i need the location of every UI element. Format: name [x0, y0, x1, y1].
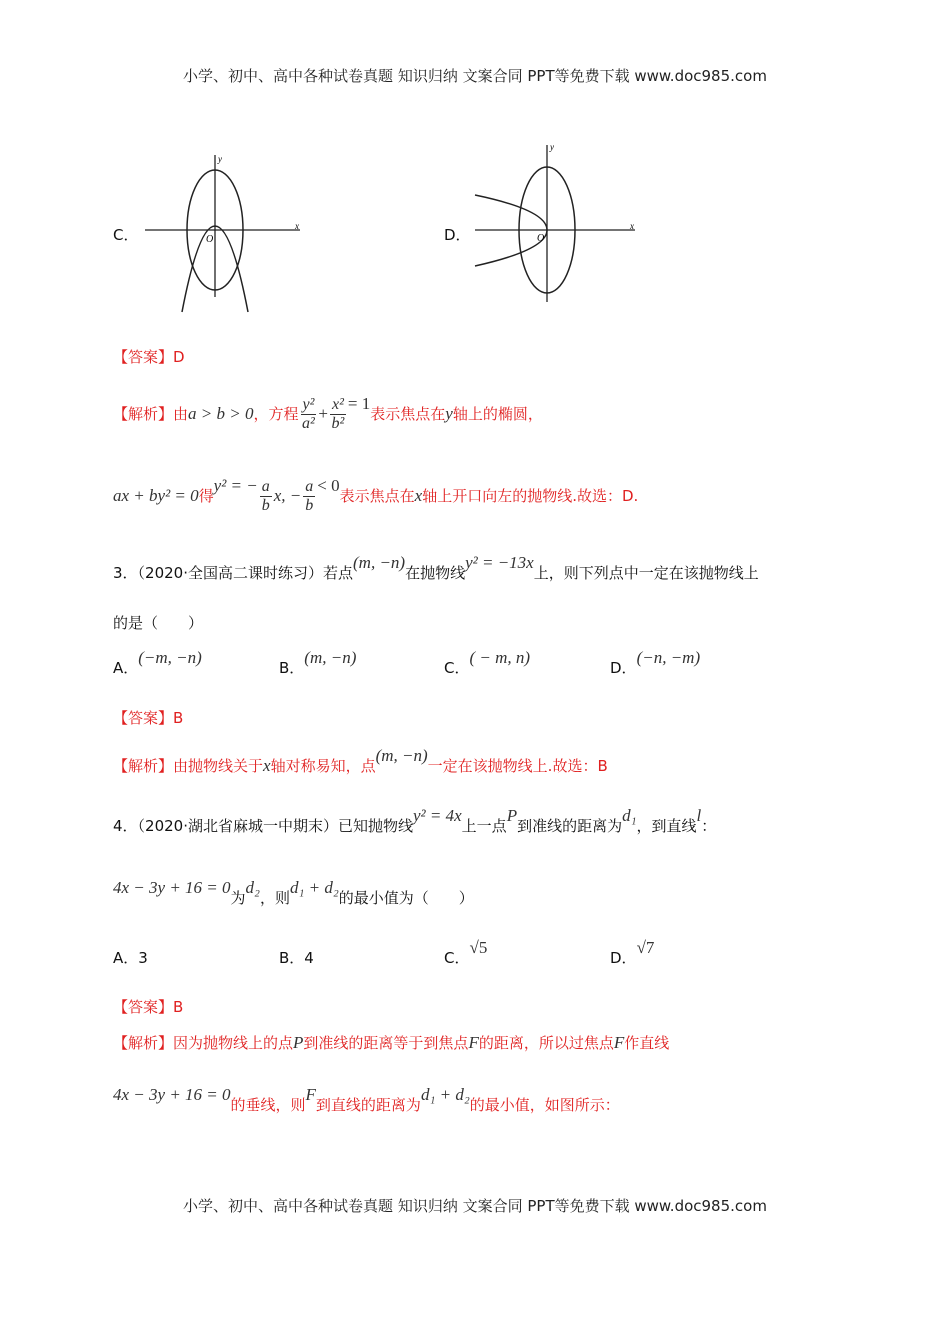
math: (m, −n) [353, 553, 406, 572]
axis-x-label: x [630, 221, 634, 231]
text: 上，则下列点中一定在该抛物线上 [533, 564, 759, 582]
text: 作直线 [624, 1034, 670, 1052]
q4-analysis-line2 [113, 1085, 620, 1115]
q3-option-c[interactable] [444, 648, 531, 678]
page-footer: 小学、初中、高中各种试卷真题 知识归纳 文案合同 PPT等免费下载 www.doc985.com [183, 1197, 767, 1215]
q4-option-a[interactable] [113, 948, 148, 968]
origin-label: O [206, 234, 214, 245]
q2-analysis-line1 [113, 396, 543, 433]
option-c-label: C． [113, 226, 139, 244]
q4-option-d[interactable] [610, 938, 655, 968]
label: A． [113, 949, 139, 967]
math: y² = 4x [413, 806, 462, 825]
fraction: $\frac{a}{b}$ [305, 478, 314, 514]
q2-answer: 【答案】D [113, 348, 185, 366]
math: a > b > 0 [188, 404, 254, 423]
text: 轴对称易知，点 [270, 757, 376, 775]
label: D． [610, 659, 637, 677]
text: ，方程 [253, 405, 299, 423]
q4-answer: 【答案】B [113, 998, 184, 1016]
value: 3 [138, 949, 148, 967]
axis-y-label: y [550, 142, 554, 152]
math: P [506, 806, 518, 825]
q4-stem-cont [113, 878, 474, 908]
math: F [613, 1033, 625, 1052]
text: 轴上的椭圆， [452, 405, 543, 423]
q4-option-b[interactable] [279, 948, 314, 968]
axis-x-label: x [295, 221, 299, 231]
value: 4 [304, 949, 314, 967]
text: 表示焦点在 [339, 487, 415, 505]
page-header: 小学、初中、高中各种试卷真题 知识归纳 文案合同 PPT等免费下载 www.doc985.com [183, 67, 767, 85]
text: 到直线的距离为 [315, 1096, 421, 1114]
math: d₂ [245, 878, 260, 897]
q3-option-a[interactable] [113, 648, 202, 678]
math: 4x − 3y + 16 = 0 [113, 1085, 231, 1104]
math: y² = −13x [465, 553, 534, 572]
analysis-tag: 【解析】 [113, 757, 174, 775]
math: ( − m, n) [469, 648, 531, 667]
text: 到准线的距离等于到焦点 [303, 1034, 469, 1052]
text: 由抛物线关于 [173, 757, 264, 775]
label: B． [279, 949, 305, 967]
figure-option-c [140, 150, 310, 320]
math: x [414, 486, 423, 505]
math: < 0 [317, 476, 340, 495]
math: y [445, 404, 453, 423]
math: (−m, −n) [138, 648, 202, 667]
text: 上一点 [461, 817, 507, 835]
option-d-label: D． [444, 226, 471, 244]
text: 4．（2020·湖北省麻城一中期末）已知抛物线 [113, 817, 413, 835]
fraction: $\frac{\text{y²}}{\text{a²}}$ [302, 396, 315, 432]
math: P [293, 1033, 304, 1052]
math: 4x − 3y + 16 = 0 [113, 878, 231, 897]
text: 到准线的距离为 [517, 817, 623, 835]
q3-stem [113, 553, 759, 583]
math: l [696, 806, 702, 825]
math: F [468, 1033, 479, 1052]
math: + [318, 404, 328, 423]
text: 为 [230, 889, 246, 907]
q3-analysis [113, 746, 608, 776]
label: C． [444, 659, 470, 677]
text: 在抛物线 [405, 564, 466, 582]
math: F [305, 1085, 316, 1104]
text: 的最小值为（ ） [338, 889, 474, 907]
q3-answer: 【答案】B [113, 709, 184, 727]
text: ，到直线 [636, 817, 697, 835]
math: (m, −n) [304, 648, 357, 667]
label: A． [113, 659, 139, 677]
math: (m, −n) [375, 746, 428, 765]
text: 3．（2020·全国高二课时练习）若点 [113, 564, 353, 582]
text: 因为抛物线上的点 [173, 1034, 294, 1052]
text: 得 [198, 487, 214, 505]
math: d₁ + d₂ [420, 1085, 470, 1104]
q3-option-d[interactable] [610, 648, 701, 678]
label: C． [444, 949, 470, 967]
text: ： [701, 817, 717, 835]
fraction: $\frac{\text{x²}}{\text{b²}}$ [331, 396, 345, 432]
q3-option-b[interactable] [279, 648, 357, 678]
math: √7 [636, 938, 655, 957]
math: d₁ + d₂ [289, 878, 339, 897]
text: 的垂线，则 [230, 1096, 306, 1114]
math: x, − [273, 486, 302, 505]
q4-stem [113, 806, 717, 836]
text: 轴上开口向左的抛物线.故选：D. [422, 487, 639, 505]
math: y² = − [213, 476, 258, 495]
analysis-tag: 【解析】 [113, 405, 174, 423]
analysis-tag: 【解析】 [113, 1034, 174, 1052]
q4-option-c[interactable] [444, 938, 488, 968]
label: B． [279, 659, 305, 677]
axis-y-label: y [218, 154, 222, 164]
q4-analysis-line1 [113, 1033, 669, 1053]
math: d₁ [622, 806, 637, 825]
figure-option-d [470, 140, 640, 310]
math: (−n, −m) [636, 648, 701, 667]
q2-analysis-line2 [113, 478, 638, 515]
text: 表示焦点在 [370, 405, 446, 423]
math: x [263, 756, 271, 775]
text: 一定在该抛物线上.故选：B [427, 757, 608, 775]
text: 由 [173, 405, 189, 423]
q3-stem-cont: 的是（ ） [113, 614, 204, 632]
text: ，则 [259, 889, 290, 907]
fraction: $\frac{a}{b}$ [261, 478, 270, 514]
math: = 1 [347, 394, 371, 413]
label: D． [610, 949, 637, 967]
math: √5 [469, 938, 488, 957]
math: ax + by² = 0 [113, 486, 199, 505]
text: 的最小值，如图所示： [469, 1096, 620, 1114]
origin-label: O [537, 233, 545, 244]
text: 的距离，所以过焦点 [478, 1034, 614, 1052]
